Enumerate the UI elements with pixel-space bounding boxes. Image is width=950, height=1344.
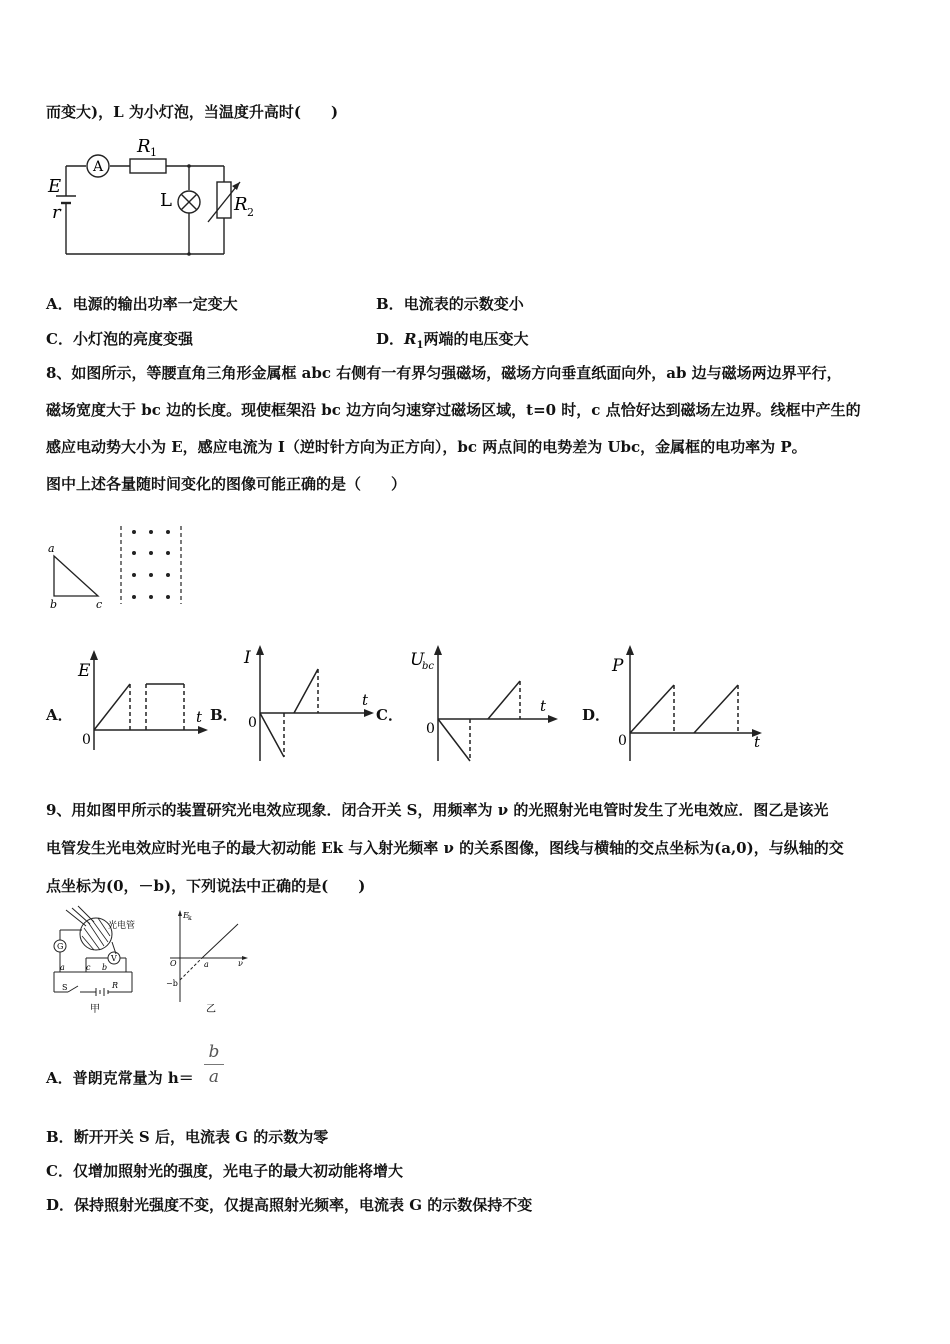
q8-line-3: 感应电动势大小为 E，感应电流为 I（逆时针方向为正方向），bc 两点间的电势差为 Ubc，金属框的电功率为 P。	[46, 438, 807, 456]
svg-text:bc: bc	[422, 661, 435, 672]
magnetic-field-dots	[132, 530, 170, 599]
svg-text:b: b	[50, 598, 58, 611]
svg-text:c: c	[96, 598, 103, 611]
svg-text:a: a	[204, 960, 209, 969]
q9-option-a-fraction: b a	[204, 1042, 224, 1087]
label-r: r	[52, 202, 61, 223]
q8-graph-c[interactable]	[408, 645, 558, 765]
q8-graph-d[interactable]	[610, 645, 770, 765]
label-A: A	[93, 159, 104, 175]
q9-option-c[interactable]: C．仅增加照射光的强度，光电子的最大初动能将增大	[46, 1162, 403, 1180]
q8-option-c-label[interactable]: C．	[376, 706, 403, 724]
svg-text:R: R	[112, 981, 119, 990]
q9-line-2: 电管发生光电效应时光电子的最大初动能 Ek 与入射光频率 ν 的关系图像，图线与横轴的交点坐标为(a,0)，与纵轴的交	[46, 839, 844, 857]
svg-text:0: 0	[618, 733, 627, 749]
q9-option-d[interactable]: D．保持照射光强度不变，仅提高照射光频率，电流表 G 的示数保持不变	[46, 1196, 533, 1214]
q8-graph-a[interactable]	[78, 650, 208, 760]
q9-ek-nu-graph	[166, 906, 256, 1016]
svg-text:O: O	[170, 959, 177, 968]
svg-text:c: c	[86, 963, 91, 972]
q7-option-d[interactable]: D．$R_1$两端的电压变大	[376, 330, 529, 351]
q8-option-d-label[interactable]: D．	[582, 706, 611, 724]
q8-option-b-label[interactable]: B．	[210, 706, 238, 724]
svg-text:t: t	[362, 691, 369, 709]
svg-text:a: a	[48, 542, 55, 555]
q9-option-b[interactable]: B．断开开关 S 后，电流表 G 的示数为零	[46, 1128, 329, 1146]
svg-text:E: E	[78, 661, 91, 681]
svg-text:0: 0	[426, 721, 435, 737]
svg-text:a: a	[60, 963, 65, 972]
q9-option-a[interactable]: A．普朗克常量为 h＝	[46, 1069, 194, 1087]
svg-text:乙: 乙	[206, 1004, 216, 1015]
label-L: L	[160, 190, 172, 211]
svg-text:0: 0	[82, 732, 91, 748]
label-R2: R	[234, 194, 248, 215]
label-R2-sub: 2	[247, 206, 254, 219]
svg-text:−b: −b	[166, 979, 178, 988]
svg-text:V: V	[111, 954, 117, 963]
q8-graph-b[interactable]	[244, 645, 374, 765]
q8-line-2: 磁场宽度大于 bc 边的长度。现使框架沿 bc 边方向匀速穿过磁场区域，t=0 时，c 点恰好达到磁场左边界。线框中产生的	[46, 401, 861, 419]
label-R1: R	[137, 136, 151, 157]
label-R1-sub: 1	[150, 146, 157, 159]
svg-text:t: t	[196, 708, 203, 726]
q7-circuit-diagram	[44, 132, 274, 262]
svg-text:U: U	[410, 650, 425, 670]
svg-text:k: k	[188, 915, 192, 922]
svg-text:甲: 甲	[90, 1004, 100, 1015]
thermistor-r2-icon	[217, 182, 231, 218]
svg-text:G: G	[57, 942, 64, 951]
q8-triangle-field-figure	[44, 522, 204, 622]
q8-line-4: 图中上述各量随时间变化的图像可能正确的是（ ）	[46, 475, 407, 493]
svg-text:P: P	[612, 656, 624, 676]
q7-option-b[interactable]: B．电流表的示数变小	[376, 295, 524, 313]
svg-text:光电管: 光电管	[108, 921, 136, 931]
q8-option-a-label[interactable]: A．	[46, 706, 73, 724]
q7-stem: 而变大)，L 为小灯泡，当温度升高时( )	[46, 103, 339, 121]
q9-line-1: 9、用如图甲所示的装置研究光电效应现象．闭合开关 S，用频率为 ν 的光照射光电管时发生了光电效应．图乙是该光	[46, 801, 829, 819]
svg-text:0: 0	[248, 715, 257, 731]
q8-line-1: 8、如图所示，等腰直角三角形金属框 abc 右侧有一有界匀强磁场，磁场方向垂直纸面向外，ab 边与磁场两边界平行，	[46, 364, 842, 382]
svg-text:b: b	[102, 963, 108, 972]
q7-option-c[interactable]: C．小灯泡的亮度变强	[46, 330, 193, 348]
svg-text:ν: ν	[238, 959, 243, 968]
resistor-r1-icon	[130, 159, 166, 173]
svg-text:E: E	[183, 911, 189, 920]
svg-text:S: S	[62, 983, 68, 992]
label-E: E	[48, 176, 62, 197]
q7-option-a[interactable]: A．电源的输出功率一定变大	[46, 295, 238, 313]
q9-photoelectric-apparatus-figure	[46, 906, 176, 1016]
q9-line-3: 点坐标为(0，－b)，下列说法中正确的是( )	[46, 877, 366, 895]
triangle-frame	[54, 556, 98, 596]
svg-text:t: t	[754, 733, 761, 751]
svg-text:I: I	[244, 648, 251, 668]
svg-text:t: t	[540, 697, 547, 715]
